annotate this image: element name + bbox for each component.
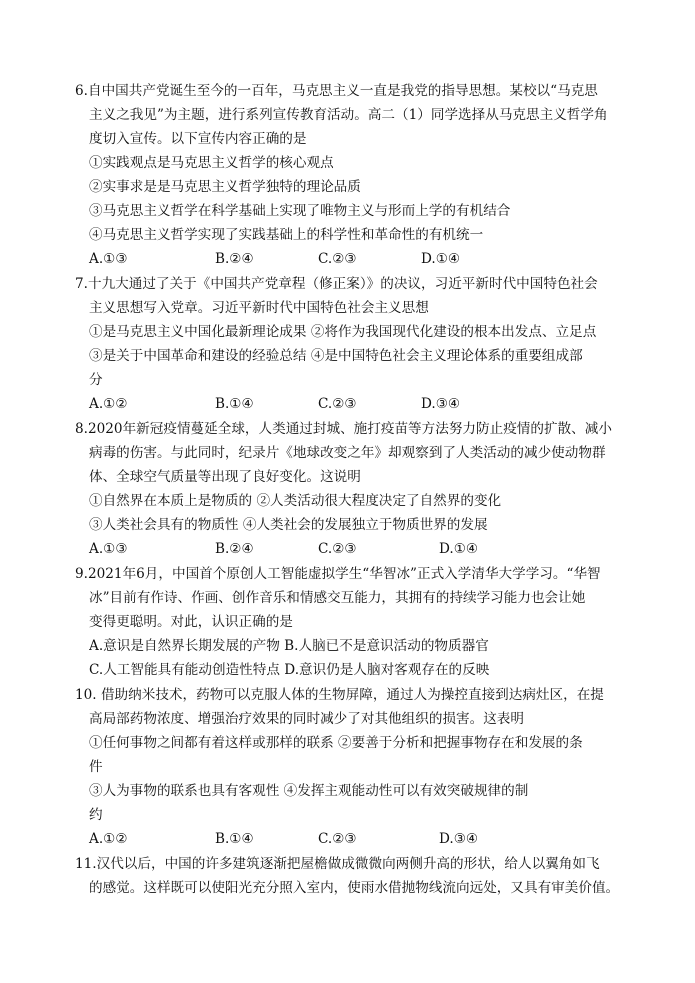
q9-stem-line-3: 变得更聪明。对此，认识正确的是 (89, 614, 293, 630)
q10-option-a: A.①② (89, 831, 128, 847)
q10-item-2-cont: 约 (89, 807, 103, 823)
q10-option-d: D.③④ (439, 831, 479, 847)
q7-option-c: C.②③ (318, 396, 357, 412)
q7-option-a: A.①② (89, 396, 128, 412)
q9-stem-line-1: 9.2021年6月，中国首个原创人工智能虚拟学生“华智冰”正式入学清华大学学习。“华智 (75, 566, 601, 582)
q6-item-3: ③马克思主义哲学在科学基础上实现了唯物主义与形而上学的有机结合 (89, 203, 511, 219)
q11-stem-line-2: 的感觉。这样既可以使阳光充分照入室内，使雨水借抛物线流向远处，又具有审美价值。 (89, 880, 620, 896)
q6-option-a: A.①③ (89, 251, 128, 267)
q6-stem-line-3: 度切入宣传。以下宣传内容正确的是 (89, 131, 307, 147)
q6-stem-line-1: 6.自中国共产党诞生至今的一百年，马克思主义一直是我党的指导思想。某校以“马克思 (75, 83, 598, 99)
q8-item-2: ③人类社会具有的物质性 ④人类社会的发展独立于物质世界的发展 (89, 517, 488, 533)
q10-stem-line-1: 10. 借助纳米技术，药物可以克服人体的生物屏障，通过人为操控直接到达病灶区，在提 (75, 687, 604, 703)
q9-stem-line-2: 冰”目前有作诗、作画、创作音乐和情感交互能力，其拥有的持续学习能力也会让她 (89, 590, 586, 606)
q6-item-1: ①实践观点是马克思主义哲学的核心观点 (89, 155, 334, 171)
q7-item-1: ①是马克思主义中国化最新理论成果 ②将作为我国现代化建设的根本出发点、立足点 (89, 324, 597, 340)
q6-options (89, 250, 679, 268)
q6-item-4: ④马克思主义哲学实现了实践基础上的科学性和革命性的有机统一 (89, 227, 484, 243)
q10-option-b: B.①④ (215, 831, 254, 847)
q7-item-2-cont: 分 (89, 372, 103, 388)
q8-stem-line-2: 病毒的伤害。与此同时，纪录片《地球改变之年》却观察到了人类活动的减少使动物群 (89, 445, 606, 461)
q6-option-b: B.②④ (215, 251, 254, 267)
q7-stem-line-1: 7.十九大通过了关于《中国共产党章程（修正案）》的决议，习近平新时代中国特色社会 (75, 276, 598, 292)
q7-item-2: ③是关于中国革命和建设的经验总结 ④是中国特色社会主义理论体系的重要组成部 (89, 348, 583, 364)
q8-option-c: C.②③ (318, 541, 357, 557)
q10-stem-line-2: 高局部药物浓度、增强治疗效果的同时减少了对其他组织的损害。这表明 (89, 711, 524, 727)
q8-option-d: D.①④ (439, 541, 479, 557)
q10-option-c: C.②③ (318, 831, 357, 847)
q10-item-1-cont: 件 (89, 759, 103, 775)
q9-options-line-1: A.意识是自然界长期发展的产物 B.人脑已不是意识活动的物质器官 (89, 638, 489, 654)
q6-stem-line-2: 主义之我见”为主题，进行系列宣传教育活动。高二（1）同学选择从马克思主义哲学角 (89, 107, 608, 123)
q8-stem-line-1: 8.2020年新冠疫情蔓延全球，人类通过封城、施打疫苗等方法努力防止疫情的扩散、减小 (75, 421, 612, 437)
q6-option-c: C.②③ (318, 251, 357, 267)
q7-options (89, 395, 679, 413)
q6-option-d: D.①④ (421, 251, 461, 267)
q10-options (89, 830, 679, 848)
q8-options (89, 540, 679, 558)
q10-item-2: ③人为事物的联系也具有客观性 ④发挥主观能动性可以有效突破规律的制 (89, 783, 529, 799)
q6-item-2: ②实事求是是马克思主义哲学独特的理论品质 (89, 179, 361, 195)
q7-stem-line-2: 主义思想写入党章。习近平新时代中国特色社会主义思想 (89, 300, 429, 316)
q8-stem-line-3: 体、全球空气质量等出现了良好变化。这说明 (89, 469, 361, 485)
q7-option-d: D.③④ (421, 396, 461, 412)
q11-stem-line-1: 11.汉代以后，中国的许多建筑逐渐把屋檐做成微微向两侧升高的形状，给人以翼角如飞 (75, 856, 600, 872)
q8-option-a: A.①③ (89, 541, 128, 557)
q8-option-b: B.②④ (215, 541, 254, 557)
q8-item-1: ①自然界在本质上是物质的 ②人类活动很大程度决定了自然界的变化 (89, 493, 502, 509)
q9-options-line-2: C.人工智能具有能动创造性特点 D.意识仍是人脑对客观存在的反映 (89, 662, 490, 678)
q7-option-b: B.①④ (215, 396, 254, 412)
q10-item-1: ①任何事物之间都有着这样或那样的联系 ②要善于分析和把握事物存在和发展的条 (89, 735, 583, 751)
